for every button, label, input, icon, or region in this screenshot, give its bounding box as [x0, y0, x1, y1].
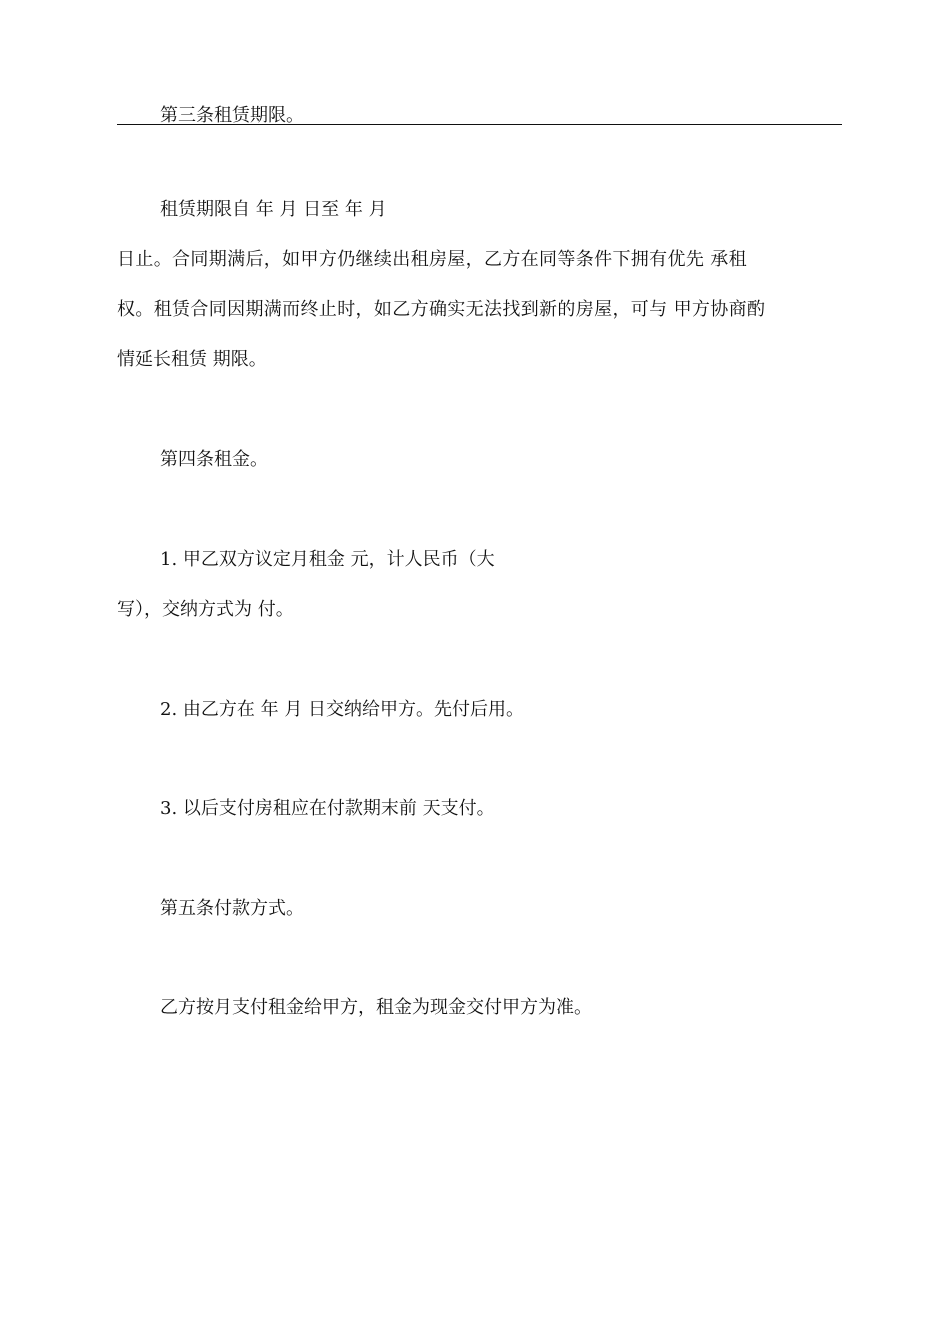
section5-body: 乙方按月支付租金给甲方，租金为现金交付甲方为准。 [160, 997, 592, 1018]
header-rule [117, 124, 842, 125]
section5-heading: 第五条付款方式。 [160, 898, 304, 919]
section3-body-line-2: 日止。合同期满后，如甲方仍继续出租房屋，乙方在同等条件下拥有优先 承租 [117, 249, 747, 270]
section3-body-line-1: 租赁期限自 年 月 日至 年 月 [160, 199, 387, 220]
section4-item3: 3. 以后支付房租应在付款期末前 天支付。 [160, 798, 495, 819]
section3-heading: 第三条租赁期限。 [160, 105, 304, 126]
section4-item1-line-2: 写），交纳方式为 付。 [117, 599, 294, 620]
section4-item1-line-1: 1. 甲乙双方议定月租金 元，计人民币（大 [160, 549, 495, 570]
section4-item2: 2. 由乙方在 年 月 日交纳给甲方。先付后用。 [160, 699, 525, 720]
section4-heading: 第四条租金。 [160, 449, 268, 470]
section3-body-line-4: 情延长租赁 期限。 [117, 349, 267, 370]
section3-body-line-3: 权。租赁合同因期满而终止时，如乙方确实无法找到新的房屋，可与 甲方协商酌 [117, 299, 766, 320]
